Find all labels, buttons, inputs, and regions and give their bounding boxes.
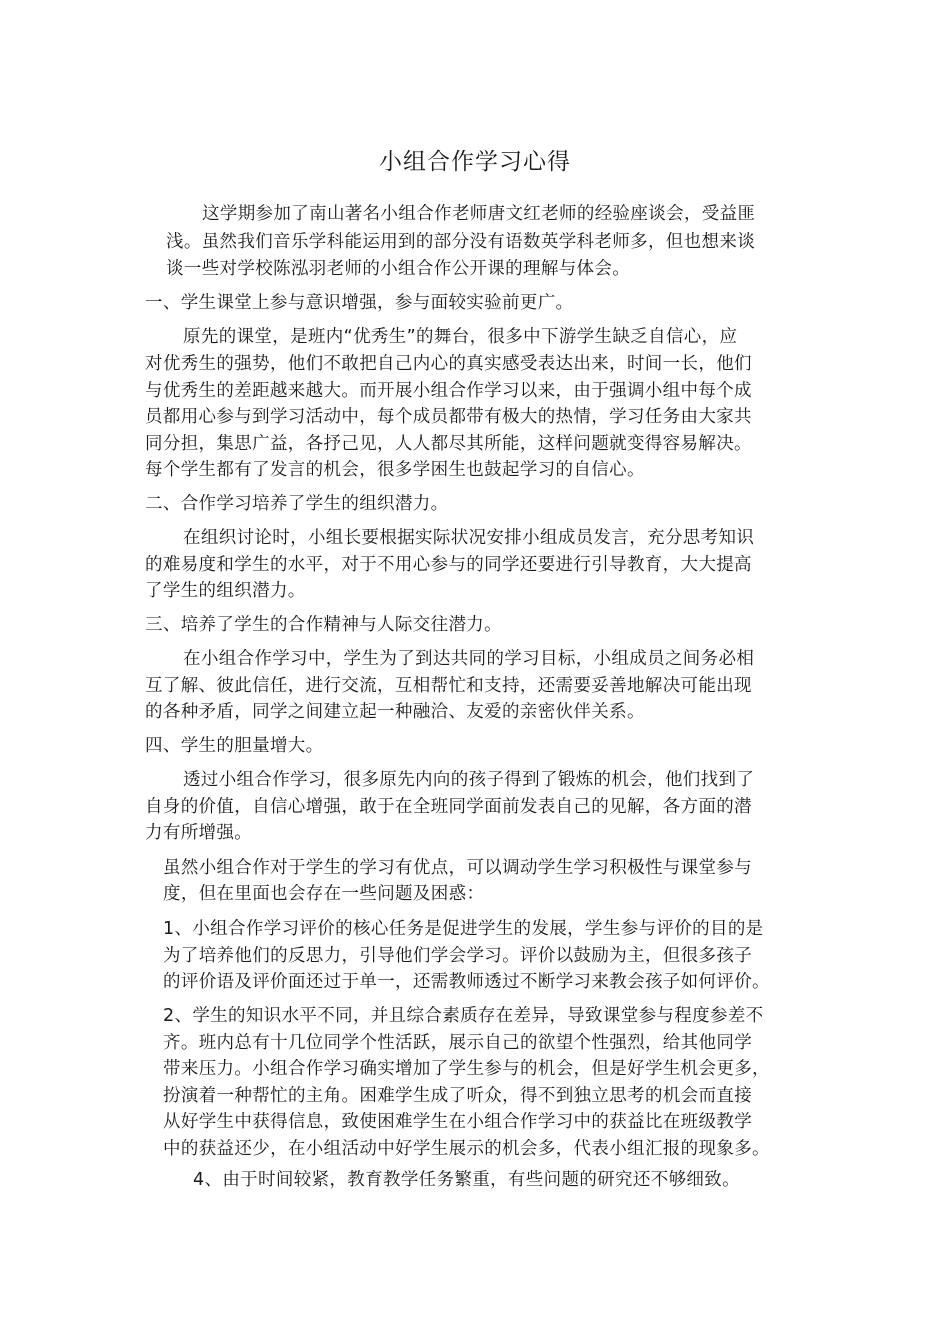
paragraph-line: 的难易度和学生的水平，对于不用心参与的同学还要进行引导教育，大大提高 <box>145 555 752 575</box>
paragraph-line: 为了培养他们的反思力，引导他们学会学习。评价以鼓励为主，但很多孩子 <box>163 946 753 966</box>
paragraph-line: 1、小组合作学习评价的核心任务是促进学生的发展，学生参与评价的目的是 <box>163 919 764 939</box>
paragraph-line: 中的获益还少，在小组活动中好学生展示的机会多，代表小组汇报的现象多。 <box>163 1139 770 1159</box>
paragraph-line: 每个学生都有了发言的机会，很多学困生也鼓起学习的自信心。 <box>145 460 645 480</box>
paragraph-line: 的各种矛盾，同学之间建立起一种融洽、友爱的亲密伙伴关系。 <box>145 702 645 722</box>
section-heading: 三、培养了学生的合作精神与人际交往潜力。 <box>145 615 502 635</box>
section-heading: 四、学生的胆量增大。 <box>145 736 324 756</box>
paragraph-line: 谈一些对学校陈泓羽老师的小组合作公开课的理解与体会。 <box>166 259 631 279</box>
paragraph-line: 这学期参加了南山著名小组合作老师唐文红老师的经验座谈会，受益匪 <box>202 204 756 224</box>
paragraph-line: 浅。虽然我们音乐学科能运用到的部分没有语数英学科老师多，但也想来谈 <box>166 232 756 252</box>
paragraph-line: 从好学生中获得信息，致使困难学生在小组合作学习中的获益比在班级教学 <box>163 1112 753 1132</box>
paragraph-line: 对优秀生的强势，他们不敢把自己内心的真实感受表达出来，时间一长，他们 <box>145 354 752 374</box>
paragraph-line: 在小组合作学习中，学生为了到达共同的学习目标，小组成员之间务必相 <box>183 649 755 669</box>
paragraph-line: 4、由于时间较紧，教育教学任务繁重，有些问题的研究还不够细致。 <box>193 1170 740 1190</box>
paragraph-line: 虽然小组合作对于学生的学习有优点，可以调动学生学习积极性与课堂参与 <box>163 858 753 878</box>
paragraph-line: 员都用心参与到学习活动中，每个成员都带有极大的热情，学习任务由大家共 <box>145 407 752 427</box>
paragraph-line: 透过小组合作学习，很多原先内向的孩子得到了锻炼的机会，他们找到了 <box>183 770 755 790</box>
section-heading: 二、合作学习培养了学生的组织潜力。 <box>145 494 449 514</box>
paragraph-line: 自身的价值，自信心增强，敢于在全班同学面前发表自己的见解，各方面的潜 <box>145 797 752 817</box>
paragraph-line: 齐。班内总有十几位同学个性活跃，展示自己的欲望个性强烈，给其他同学 <box>163 1033 753 1053</box>
section-heading: 一、学生课堂上参与意识增强，参与面较实验前更广。 <box>145 293 574 313</box>
paragraph-line: 度，但在里面也会存在一些问题及困惑： <box>163 884 485 904</box>
document-title: 小组合作学习心得 <box>379 149 571 175</box>
paragraph-line: 2、学生的知识水平不同，并且综合素质存在差异，导致课堂参与程度参差不 <box>163 1006 764 1026</box>
paragraph-line: 带来压力。小组合作学习确实增加了学生参与的机会，但是好学生机会更多， <box>163 1059 770 1079</box>
paragraph-line: 原先的课堂，是班内“优秀生”的舞台，很多中下游学生缺乏自信心，应 <box>183 327 738 347</box>
paragraph-line: 在组织讨论时，小组长要根据实际状况安排小组成员发言，充分思考知识 <box>183 528 755 548</box>
paragraph-line: 与优秀生的差距越来越大。而开展小组合作学习以来，由于强调小组中每个成 <box>145 381 752 401</box>
paragraph-line: 同分担，集思广益，各抒己见，人人都尽其所能，这样问题就变得容易解决。 <box>145 434 752 454</box>
paragraph-line: 力有所增强。 <box>145 823 253 843</box>
paragraph-line: 互了解、彼此信任，进行交流，互相帮忙和支持，还需要妥善地解决可能出现 <box>145 676 752 696</box>
paragraph-line: 了学生的组织潜力。 <box>145 581 306 601</box>
paragraph-line: 扮演着一种帮忙的主角。困难学生成了听众，得不到独立思考的机会而直接 <box>163 1086 753 1106</box>
paragraph-line: 的评价语及评价面还过于单一，还需教师透过不断学习来教会孩子如何评价。 <box>163 972 770 992</box>
